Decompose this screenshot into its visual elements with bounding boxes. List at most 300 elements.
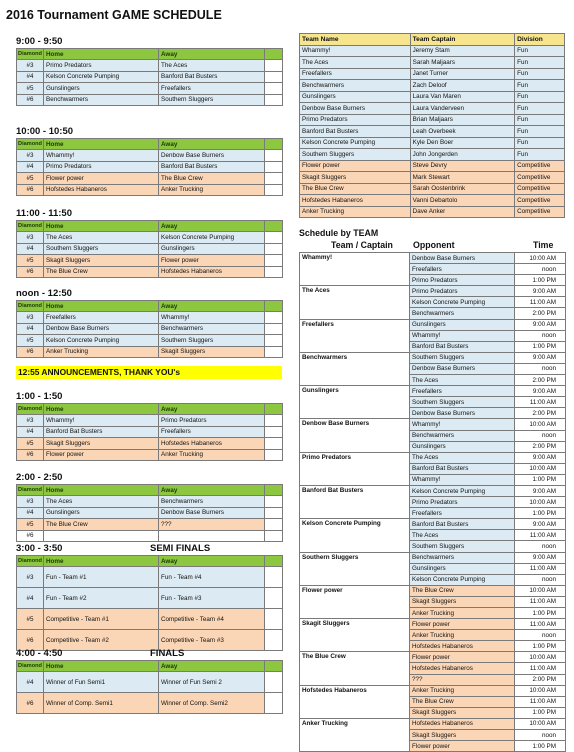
opponent-cell: Flower power <box>410 652 515 663</box>
game-row <box>17 173 283 184</box>
time-slot-heading <box>16 391 282 403</box>
team-cell-continued <box>300 508 410 519</box>
blank-cell <box>265 255 283 266</box>
home-team-cell: Kelson Concrete Pumping <box>44 71 159 82</box>
away-team-cell: Winner of Fun Semi 2 <box>159 672 265 693</box>
home-team-cell <box>44 530 159 541</box>
team-schedule-row <box>300 264 566 275</box>
time-slot-label: 4:00 - 4:50 <box>16 648 63 659</box>
time-cell: 10:00 AM <box>515 253 566 264</box>
games-table-header <box>17 485 283 496</box>
division-cell: Competitive <box>515 195 565 207</box>
blank-cell <box>265 609 283 630</box>
division-cell: Competitive <box>515 183 565 195</box>
header-blank <box>265 139 283 150</box>
game-row <box>17 323 283 334</box>
team-name-cell: Freefallers <box>300 319 410 330</box>
team-captain-cell: Janet Turner <box>410 68 514 80</box>
game-row <box>17 346 283 357</box>
division-cell: Fun <box>515 68 565 80</box>
blank-cell <box>265 496 283 507</box>
opponent-cell: Whammy! <box>410 330 515 341</box>
away-team-cell: Freefallers <box>159 426 265 437</box>
games-table-header <box>17 221 283 232</box>
header-diamond: Diamond <box>17 49 44 60</box>
away-team-cell: Anker Trucking <box>159 184 265 195</box>
away-team-cell: Anker Trucking <box>159 449 265 460</box>
time-cell: 9:00 AM <box>515 485 566 496</box>
home-team-cell: Flower power <box>44 449 159 460</box>
time-slot-label: 2:00 - 2:50 <box>16 472 63 483</box>
team-row <box>300 68 565 80</box>
blank-cell <box>265 438 283 449</box>
diamond-cell: #4 <box>17 672 44 693</box>
diamond-cell: #5 <box>17 255 44 266</box>
game-row <box>17 232 283 243</box>
away-team-cell: Southern Sluggers <box>159 94 265 105</box>
game-row <box>17 567 283 588</box>
time-cell: 2:00 PM <box>515 375 566 386</box>
header-diamond: Diamond <box>17 661 44 672</box>
opponent-cell: The Blue Crew <box>410 585 515 596</box>
header-home: Home <box>44 139 159 150</box>
away-team-cell: Freefallers <box>159 83 265 94</box>
team-name-cell: Benchwarmers <box>300 80 411 92</box>
time-cell: 11:00 AM <box>515 619 566 630</box>
team-cell-continued <box>300 630 410 641</box>
team-row <box>300 45 565 57</box>
team-captain-cell: Brian Maljaars <box>410 114 514 126</box>
diamond-cell: #6 <box>17 94 44 105</box>
header-away: Away <box>159 301 265 312</box>
games-table <box>16 220 283 278</box>
opponent-cell: Flower power <box>410 741 515 752</box>
opponent-cell: Banford Bat Busters <box>410 463 515 474</box>
division-cell: Fun <box>515 57 565 69</box>
team-name-cell: Denbow Base Burners <box>300 419 410 430</box>
blank-cell <box>265 161 283 172</box>
opponent-cell: Primo Predators <box>410 275 515 286</box>
opponent-cell: Anker Trucking <box>410 630 515 641</box>
team-schedule-row <box>300 696 566 707</box>
team-captain-cell: Dave Anker <box>410 206 514 218</box>
team-cell-continued <box>300 596 410 607</box>
team-schedule-row <box>300 419 566 430</box>
games-table <box>16 138 283 196</box>
time-cell: noon <box>515 430 566 441</box>
blank-cell <box>265 150 283 161</box>
opponent-cell: Flower power <box>410 619 515 630</box>
team-cell-continued <box>300 330 410 341</box>
header-home: Home <box>44 49 159 60</box>
away-team-cell: Competitive - Team #4 <box>159 609 265 630</box>
header-blank <box>265 221 283 232</box>
time-cell: 2:00 PM <box>515 408 566 419</box>
diamond-cell: #5 <box>17 83 44 94</box>
team-name-cell: Skagit Sluggers <box>300 619 410 630</box>
team-name-cell: Skagit Sluggers <box>300 172 411 184</box>
header-diamond: Diamond <box>17 485 44 496</box>
opponent-cell: Southern Sluggers <box>410 397 515 408</box>
team-name-cell: Banford Bat Busters <box>300 126 411 138</box>
team-name-cell: Gunslingers <box>300 91 411 103</box>
division-cell: Competitive <box>515 160 565 172</box>
team-name-cell: Anker Trucking <box>300 206 411 218</box>
team-cell-continued <box>300 563 410 574</box>
home-team-cell: Kelson Concrete Pumping <box>44 335 159 346</box>
team-schedule-row <box>300 707 566 718</box>
opponent-cell: Hofstedes Habaneros <box>410 718 515 729</box>
game-row <box>17 184 283 195</box>
blank-cell <box>265 415 283 426</box>
opponent-cell: Denbow Base Burners <box>410 408 515 419</box>
team-schedule-row <box>300 574 566 585</box>
team-schedule-row <box>300 619 566 630</box>
home-team-cell: Southern Sluggers <box>44 243 159 254</box>
team-captain-cell: Laura Vanderveen <box>410 103 514 115</box>
game-row <box>17 335 283 346</box>
games-table-header <box>17 556 283 567</box>
away-team-cell: Fun - Team #3 <box>159 588 265 609</box>
page-title: 2016 Tournament GAME SCHEDULE <box>6 8 222 22</box>
team-name-cell: Hofstedes Habaneros <box>300 685 410 696</box>
time-cell: 2:00 PM <box>515 441 566 452</box>
game-row <box>17 496 283 507</box>
team-row <box>300 149 565 161</box>
team-cell-continued <box>300 463 410 474</box>
team-name-cell: Kelson Concrete Pumping <box>300 137 411 149</box>
team-schedule-row <box>300 519 566 530</box>
games-table <box>16 660 283 714</box>
time-cell: 11:00 AM <box>515 596 566 607</box>
team-schedule-row <box>300 253 566 264</box>
opponent-cell: Freefallers <box>410 386 515 397</box>
diamond-cell: #5 <box>17 173 44 184</box>
home-team-cell: Skagit Sluggers <box>44 438 159 449</box>
team-schedule-row <box>300 685 566 696</box>
time-slot-heading <box>16 126 282 138</box>
home-team-cell: The Aces <box>44 496 159 507</box>
header-blank <box>265 49 283 60</box>
time-cell: noon <box>515 574 566 585</box>
opponent-cell: Gunslingers <box>410 563 515 574</box>
team-captain-cell: Vanni Debartolo <box>410 195 514 207</box>
team-cell-continued <box>300 430 410 441</box>
diamond-cell: #5 <box>17 335 44 346</box>
time-slot-heading <box>16 208 282 220</box>
team-schedule-row <box>300 330 566 341</box>
diamond-cell: #3 <box>17 496 44 507</box>
diamond-cell: #4 <box>17 71 44 82</box>
games-table <box>16 484 283 542</box>
header-away: Away <box>159 404 265 415</box>
header-diamond: Diamond <box>17 404 44 415</box>
division-cell: Fun <box>515 91 565 103</box>
schedule-by-team-title: Schedule by TEAM <box>299 228 379 238</box>
game-row <box>17 693 283 714</box>
time-cell: noon <box>515 264 566 275</box>
home-team-cell: Primo Predators <box>44 161 159 172</box>
diamond-cell: #3 <box>17 60 44 71</box>
opponent-cell: The Blue Crew <box>410 696 515 707</box>
game-row <box>17 530 283 541</box>
blank-cell <box>265 60 283 71</box>
home-team-cell: Whammy! <box>44 415 159 426</box>
opponent-cell: Freefallers <box>410 508 515 519</box>
division-cell: Competitive <box>515 206 565 218</box>
opponent-cell: ??? <box>410 674 515 685</box>
away-team-cell: Banford Bat Busters <box>159 71 265 82</box>
diamond-cell: #4 <box>17 507 44 518</box>
blank-cell <box>265 173 283 184</box>
blank-cell <box>265 184 283 195</box>
game-row <box>17 243 283 254</box>
opponent-cell: Primo Predators <box>410 497 515 508</box>
away-team-cell: Winner of Comp. Semi2 <box>159 693 265 714</box>
header-home: Home <box>44 556 159 567</box>
time-cell: 10:00 AM <box>515 585 566 596</box>
team-schedule-row <box>300 674 566 685</box>
time-slot <box>16 208 282 278</box>
team-name-cell: Benchwarmers <box>300 352 410 363</box>
teams-panel <box>299 33 565 218</box>
time-cell: 1:00 PM <box>515 741 566 752</box>
team-schedule-row <box>300 730 566 741</box>
time-cell: 2:00 PM <box>515 308 566 319</box>
diamond-cell: #4 <box>17 426 44 437</box>
time-slot <box>16 472 282 542</box>
team-cell-continued <box>300 707 410 718</box>
games-table <box>16 555 283 651</box>
team-cell-continued <box>300 341 410 352</box>
header-blank <box>265 661 283 672</box>
away-team-cell: Kelson Concrete Pumping <box>159 232 265 243</box>
opponent-cell: Whammy! <box>410 419 515 430</box>
team-cell-continued <box>300 497 410 508</box>
away-team-cell: Competitive - Team #3 <box>159 630 265 651</box>
opponent-cell: Hofstedes Habaneros <box>410 663 515 674</box>
schedule-by-team-table <box>299 252 566 752</box>
team-cell-continued <box>300 730 410 741</box>
team-captain-cell: Sarah Oostenbrink <box>410 183 514 195</box>
team-row <box>300 80 565 92</box>
team-row <box>300 137 565 149</box>
team-captain-cell: Steve Devry <box>410 160 514 172</box>
time-cell: 10:00 AM <box>515 685 566 696</box>
time-cell: 9:00 AM <box>515 552 566 563</box>
home-team-cell: Benchwarmers <box>44 94 159 105</box>
team-row <box>300 57 565 69</box>
team-schedule-row <box>300 397 566 408</box>
team-schedule-row <box>300 474 566 485</box>
diamond-cell: #4 <box>17 588 44 609</box>
team-schedule-row <box>300 463 566 474</box>
blank-cell <box>265 693 283 714</box>
team-schedule-row <box>300 275 566 286</box>
time-slot-heading <box>16 543 282 555</box>
team-schedule-row <box>300 497 566 508</box>
opponent-cell: Gunslingers <box>410 319 515 330</box>
team-schedule-row <box>300 541 566 552</box>
time-slot-label: 11:00 - 11:50 <box>16 208 72 219</box>
blank-cell <box>265 232 283 243</box>
header-team-name: Team Name <box>300 34 411 46</box>
team-captain-cell: John Jongerden <box>410 149 514 161</box>
away-team-cell: Gunslingers <box>159 243 265 254</box>
game-row <box>17 415 283 426</box>
team-captain-cell: Mark Stewart <box>410 172 514 184</box>
time-cell: 11:00 AM <box>515 563 566 574</box>
team-schedule-row <box>300 585 566 596</box>
team-cell-continued <box>300 674 410 685</box>
division-cell: Fun <box>515 80 565 92</box>
division-cell: Fun <box>515 45 565 57</box>
opponent-cell: Anker Trucking <box>410 608 515 619</box>
diamond-cell: #4 <box>17 323 44 334</box>
home-team-cell: Freefallers <box>44 312 159 323</box>
home-team-cell: Whammy! <box>44 150 159 161</box>
team-schedule-row <box>300 408 566 419</box>
team-name-cell: Hofstedes Habaneros <box>300 195 411 207</box>
opponent-cell: Kelson Concrete Pumping <box>410 574 515 585</box>
games-table <box>16 300 283 358</box>
away-team-cell: Flower power <box>159 255 265 266</box>
game-row <box>17 672 283 693</box>
time-slot <box>16 543 282 651</box>
time-cell: 1:00 PM <box>515 275 566 286</box>
away-team-cell: Hofstedes Habaneros <box>159 438 265 449</box>
team-name-cell: Primo Predators <box>300 114 411 126</box>
team-schedule-row <box>300 375 566 386</box>
home-team-cell: The Blue Crew <box>44 266 159 277</box>
game-row <box>17 83 283 94</box>
blank-cell <box>265 94 283 105</box>
opponent-cell: Benchwarmers <box>410 308 515 319</box>
time-cell: noon <box>515 541 566 552</box>
time-cell: 1:00 PM <box>515 341 566 352</box>
time-cell: 1:00 PM <box>515 641 566 652</box>
division-cell: Fun <box>515 103 565 115</box>
team-cell-continued <box>300 663 410 674</box>
team-name-cell: The Aces <box>300 57 411 69</box>
team-cell-continued <box>300 363 410 374</box>
time-slot-label: 10:00 - 10:50 <box>16 126 74 137</box>
time-slot <box>16 126 282 196</box>
time-cell: 1:00 PM <box>515 707 566 718</box>
division-cell: Fun <box>515 114 565 126</box>
division-cell: Fun <box>515 149 565 161</box>
header-diamond: Diamond <box>17 139 44 150</box>
away-team-cell: Denbow Base Burners <box>159 507 265 518</box>
home-team-cell: The Aces <box>44 232 159 243</box>
team-schedule-row <box>300 530 566 541</box>
team-row <box>300 160 565 172</box>
diamond-cell: #5 <box>17 519 44 530</box>
team-schedule-row <box>300 718 566 729</box>
team-schedule-row <box>300 630 566 641</box>
home-team-cell: Hofstedes Habaneros <box>44 184 159 195</box>
team-cell-continued <box>300 297 410 308</box>
games-table-header <box>17 301 283 312</box>
opponent-cell: Banford Bat Busters <box>410 519 515 530</box>
team-schedule-row <box>300 485 566 496</box>
team-cell-continued <box>300 275 410 286</box>
team-schedule-row <box>300 363 566 374</box>
games-table <box>16 48 283 106</box>
header-diamond: Diamond <box>17 221 44 232</box>
time-cell: 1:00 PM <box>515 474 566 485</box>
time-slot <box>16 648 282 714</box>
opponent-cell: Southern Sluggers <box>410 541 515 552</box>
opponent-cell: Skagit Sluggers <box>410 596 515 607</box>
time-cell: 9:00 AM <box>515 286 566 297</box>
diamond-cell: #3 <box>17 312 44 323</box>
away-team-cell: ??? <box>159 519 265 530</box>
game-row <box>17 60 283 71</box>
home-team-cell: Winner of Fun Semi1 <box>44 672 159 693</box>
opponent-cell: Southern Sluggers <box>410 352 515 363</box>
diamond-cell: #3 <box>17 567 44 588</box>
home-team-cell: Skagit Sluggers <box>44 255 159 266</box>
time-slot-heading <box>16 36 282 48</box>
away-team-cell: Whammy! <box>159 312 265 323</box>
team-schedule-row <box>300 608 566 619</box>
blank-cell <box>265 243 283 254</box>
away-team-cell: The Blue Crew <box>159 173 265 184</box>
header-away: Away <box>159 49 265 60</box>
team-captain-cell: Sarah Maljaars <box>410 57 514 69</box>
diamond-cell: #5 <box>17 609 44 630</box>
header-away: Away <box>159 661 265 672</box>
team-schedule-row <box>300 297 566 308</box>
team-schedule-row <box>300 596 566 607</box>
diamond-cell: #6 <box>17 630 44 651</box>
header-home: Home <box>44 404 159 415</box>
opponent-cell: Primo Predators <box>410 286 515 297</box>
diamond-cell: #6 <box>17 184 44 195</box>
header-away: Away <box>159 139 265 150</box>
time-cell: noon <box>515 730 566 741</box>
home-team-cell: Primo Predators <box>44 60 159 71</box>
time-cell: 10:00 AM <box>515 419 566 430</box>
game-row <box>17 507 283 518</box>
team-name-cell: Southern Sluggers <box>300 149 411 161</box>
team-schedule-row <box>300 441 566 452</box>
header-time: Time <box>533 240 554 250</box>
teams-table <box>299 33 565 218</box>
time-cell: 10:00 AM <box>515 652 566 663</box>
team-name-cell: The Blue Crew <box>300 652 410 663</box>
away-team-cell: Benchwarmers <box>159 496 265 507</box>
games-table-header <box>17 139 283 150</box>
team-schedule-row <box>300 430 566 441</box>
blank-cell <box>265 672 283 693</box>
game-row <box>17 609 283 630</box>
header-away: Away <box>159 221 265 232</box>
header-diamond: Diamond <box>17 301 44 312</box>
away-team-cell: Primo Predators <box>159 415 265 426</box>
home-team-cell: Fun - Team #2 <box>44 588 159 609</box>
diamond-cell: #6 <box>17 693 44 714</box>
team-row <box>300 206 565 218</box>
header-home: Home <box>44 221 159 232</box>
team-cell-continued <box>300 441 410 452</box>
game-row <box>17 588 283 609</box>
diamond-cell: #3 <box>17 150 44 161</box>
team-captain-cell: Zach Deloof <box>410 80 514 92</box>
diamond-cell: #3 <box>17 232 44 243</box>
time-slot-heading <box>16 648 282 660</box>
